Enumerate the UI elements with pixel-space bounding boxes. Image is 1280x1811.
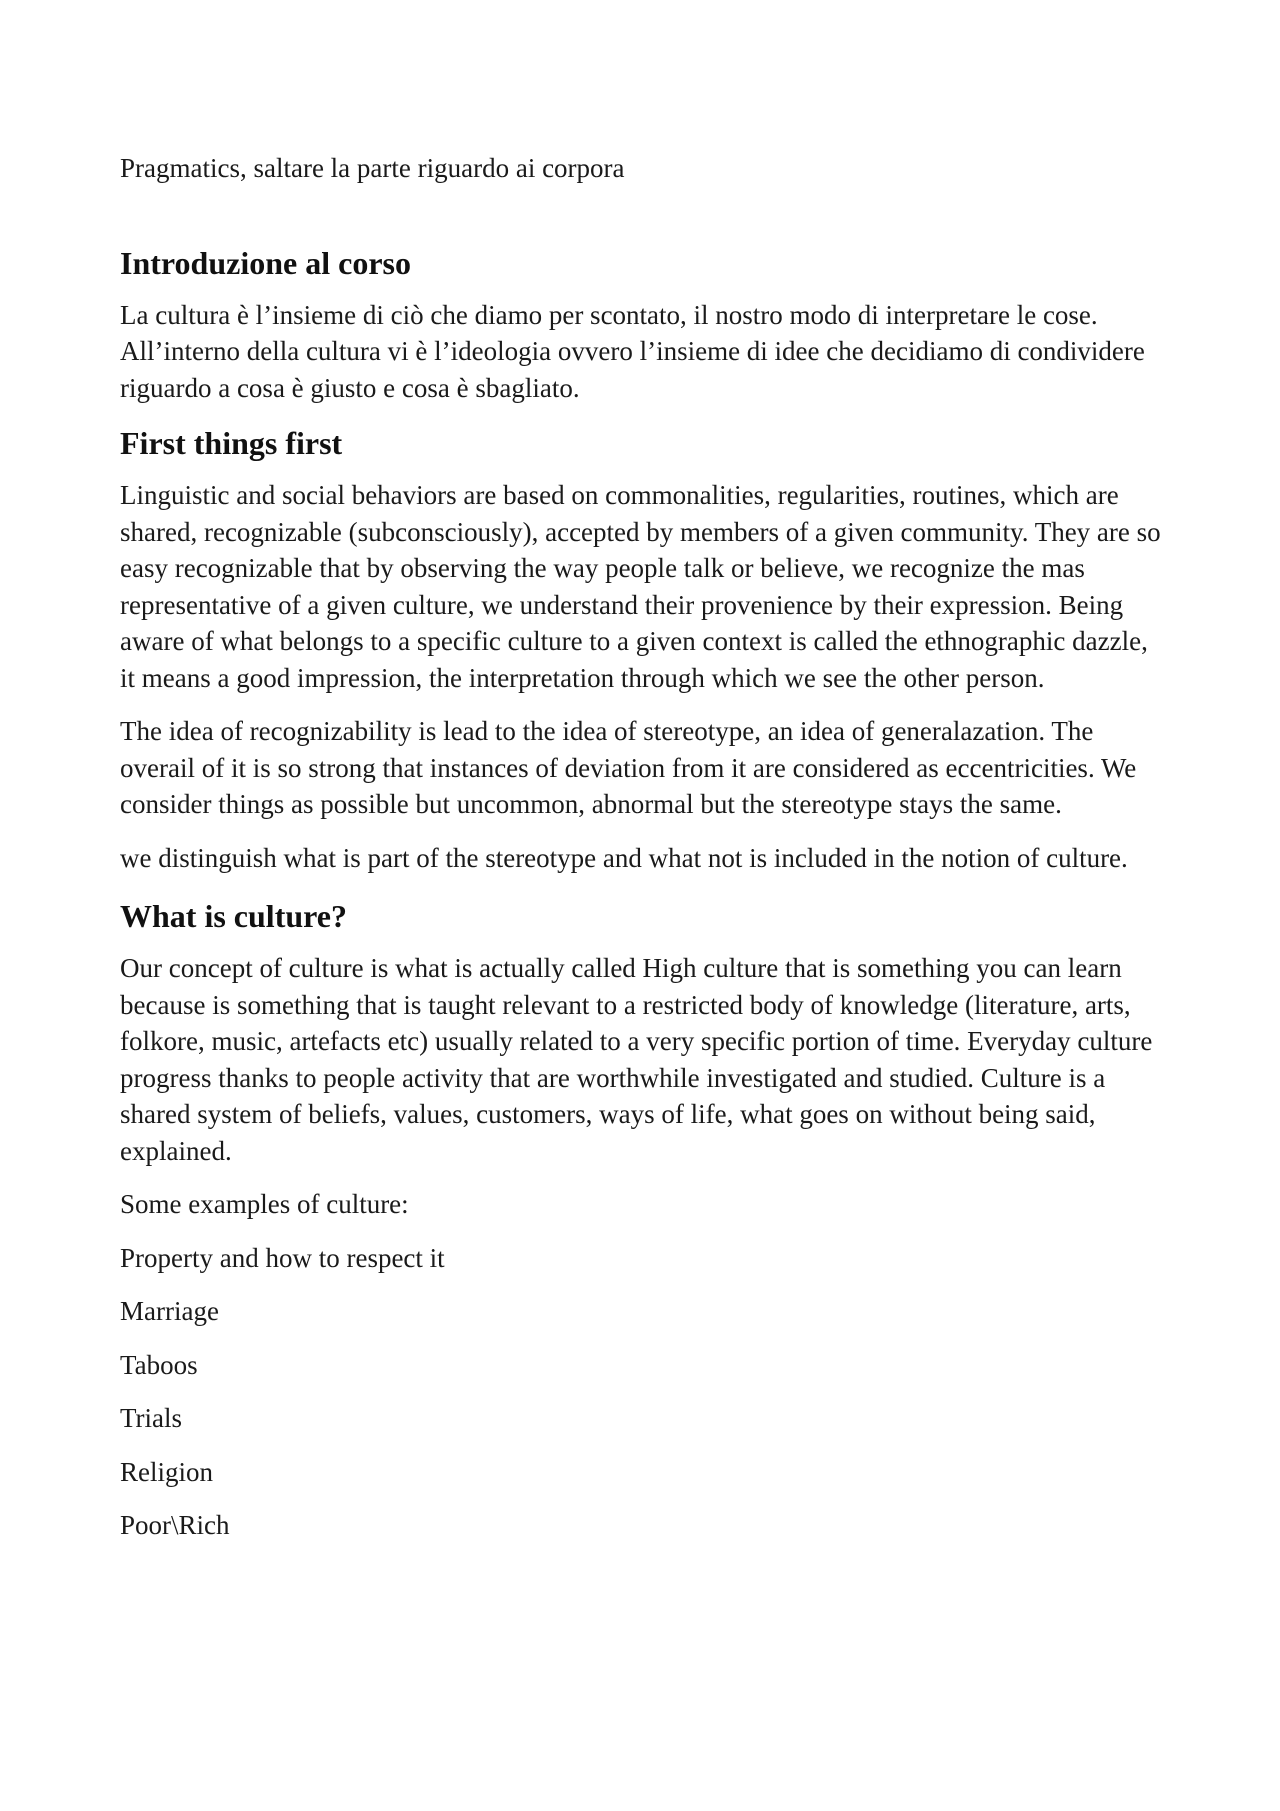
paragraph-introduzione: La cultura è l’insieme di ciò che diamo per scontato, il nostro modo di interpretare le cose. All’interno della cultura vi è l’ideologia ovvero l’insieme di idee che decidiamo di condividere riguardo a cosa è giusto e cosa è sbagliato. (120, 299, 1145, 403)
section-heading-first-things-first: First things first (120, 425, 343, 461)
intro-line: Pragmatics, saltare la parte riguardo ai corpora (120, 153, 625, 183)
paragraph-stereotype-distinction: we distinguish what is part of the stereotype and what not is included in the notion of culture. (120, 842, 1128, 873)
document-page (120, 150, 1165, 1561)
list-item: Taboos (120, 1349, 198, 1380)
paragraph-examples-intro: Some examples of culture: (120, 1189, 409, 1219)
list-item: Trials (120, 1403, 183, 1433)
paragraph-high-culture: Our concept of culture is what is actually called High culture that is something you can learn because is something that is taught relevant to a restricted body of knowledge (literature, arts, folkore, music, artefacts etc) usually related to a very specific portion of time. Everyday culture progress thanks to people activity that are worthwhile investigated and studied. Culture is a shared system of beliefs, values, customers, ways of life, what goes on without being said, explained. (120, 953, 1153, 1166)
list-item: Religion (120, 1456, 213, 1487)
list-item: Property and how to respect it (120, 1242, 445, 1273)
paragraph-recognizability: The idea of recognizability is lead to the idea of stereotype, an idea of generalazation. The overail of it is so strong that instances of deviation from it are considered as eccentricities. We consider things as possible but uncommon, abnormal but the stereotype stays the same. (120, 716, 1137, 819)
section-heading-what-is-culture: What is culture? (120, 898, 347, 934)
paragraph-linguistic-behaviors: Linguistic and social behaviors are based on commonalities, regularities, routines, which are shared, recognizable (subconsciously), accepted by members of a given community. They are so easy recognizable that by observing the way people talk or believe, we recognize the mas representative of a given culture, we understand their provenience by their expression. Being aware of what belongs to a specific culture to a given context is called the ethnographic dazzle, it means a good impression, the interpretation through which we see the other person. (120, 480, 1161, 693)
list-item: Marriage (120, 1296, 219, 1326)
section-heading-introduzione: Introduzione al corso (120, 244, 411, 281)
list-item: Poor\Rich (120, 1510, 230, 1540)
